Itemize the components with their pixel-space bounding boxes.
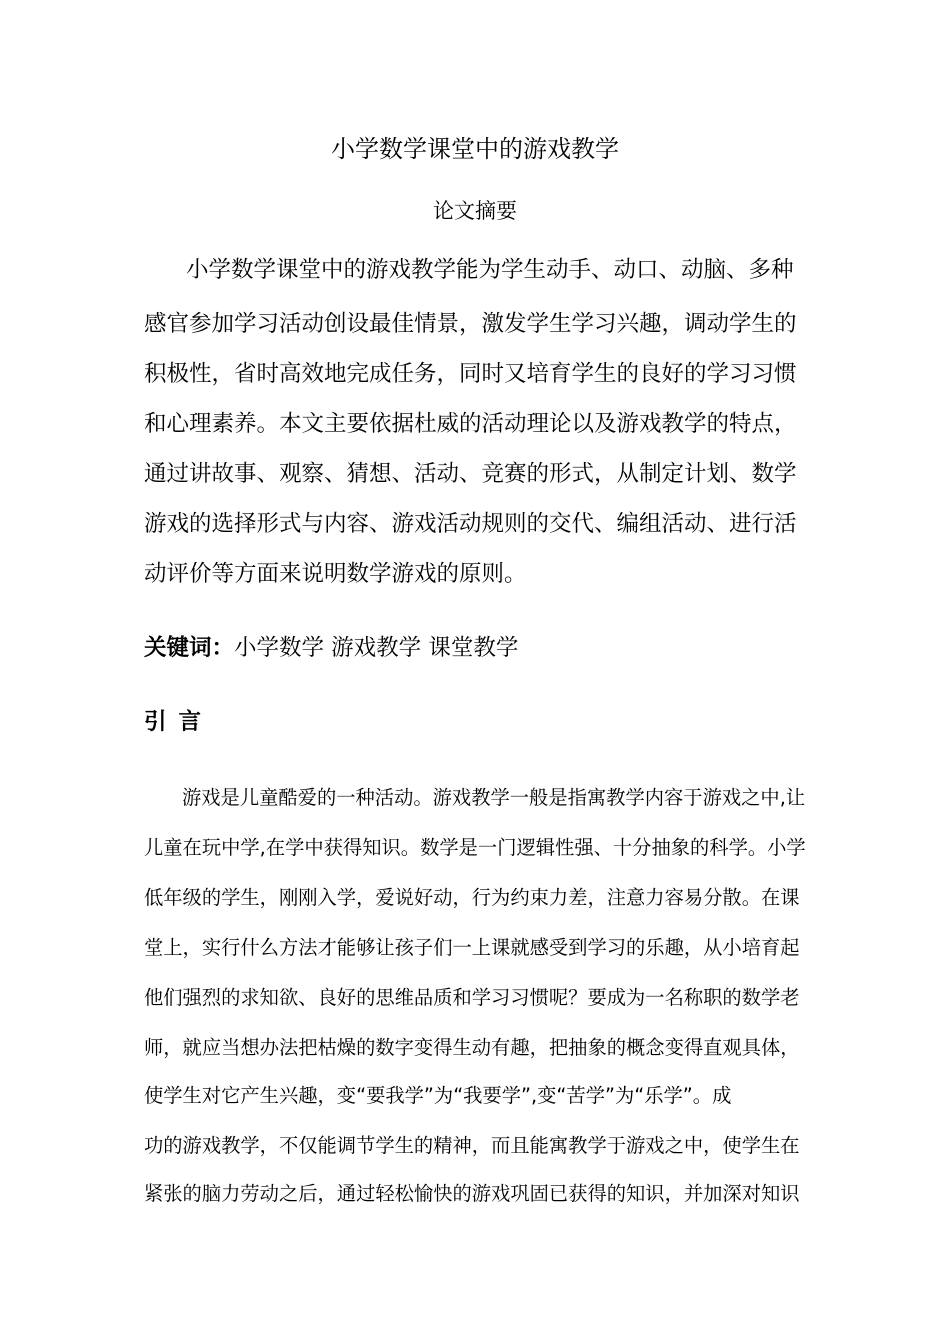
abstract-line: 积极性，省时高效地完成任务，同时又培育学生的良好的学习习惯	[144, 361, 797, 387]
abstract-line: 通过讲故事、观察、猜想、活动、竞赛的形式，从制定计划、数学	[144, 461, 797, 487]
abstract-line: 动评价等方面来说明数学游戏的原则。	[144, 561, 527, 587]
keywords-value: 小学数学 游戏教学 课堂教学	[234, 635, 519, 661]
body-line: 师，就应当想办法把枯燥的数字变得生动有趣，把抽象的概念变得直观具体，	[144, 1036, 800, 1059]
abstract-line: 感官参加学习活动创设最佳情景，激发学生学习兴趣，调动学生的	[144, 311, 797, 337]
body-line: 他们强烈的求知欲、良好的思维品质和学习习惯呢？要成为一名称职的数学老	[144, 986, 800, 1009]
abstract-heading: 论文摘要	[433, 199, 517, 223]
body-line: 游戏是儿童酷爱的一种活动。游戏教学一般是指寓教学内容于游戏之中,让	[182, 786, 806, 809]
body-line: 儿童在玩中学,在学中获得知识。数学是一门逻辑性强、十分抽象的科学。小学	[144, 836, 806, 859]
keywords-label: 关键词：	[144, 635, 235, 661]
keywords-line	[144, 632, 518, 664]
abstract-line: 游戏的选择形式与内容、游戏活动规则的交代、编组活动、进行活	[144, 511, 797, 537]
body-line: 紧张的脑力劳动之后，通过轻松愉快的游戏巩固已获得的知识，并加深对知识	[144, 1182, 800, 1205]
body-line: 功的游戏教学，不仅能调节学生的精神，而且能寓教学于游戏之中，使学生在	[144, 1134, 800, 1157]
section-heading-introduction: 引言	[144, 709, 214, 735]
body-line: 使学生对它产生兴趣，变“要我学”为“我要学”,变“苦学”为“乐学”。成	[144, 1084, 732, 1107]
body-line: 低年级的学生，刚刚入学，爱说好动，行为约束力差，注意力容易分散。在课	[144, 886, 800, 909]
abstract-line: 和心理素养。本文主要依据杜威的活动理论以及游戏教学的特点，	[144, 411, 797, 437]
abstract-line: 小学数学课堂中的游戏教学能为学生动手、动口、动脑、多种	[186, 257, 794, 283]
document-title: 小学数学课堂中的游戏教学	[331, 135, 619, 163]
body-line: 堂上，实行什么方法才能够让孩子们一上课就感受到学习的乐趣，从小培育起	[144, 936, 800, 959]
